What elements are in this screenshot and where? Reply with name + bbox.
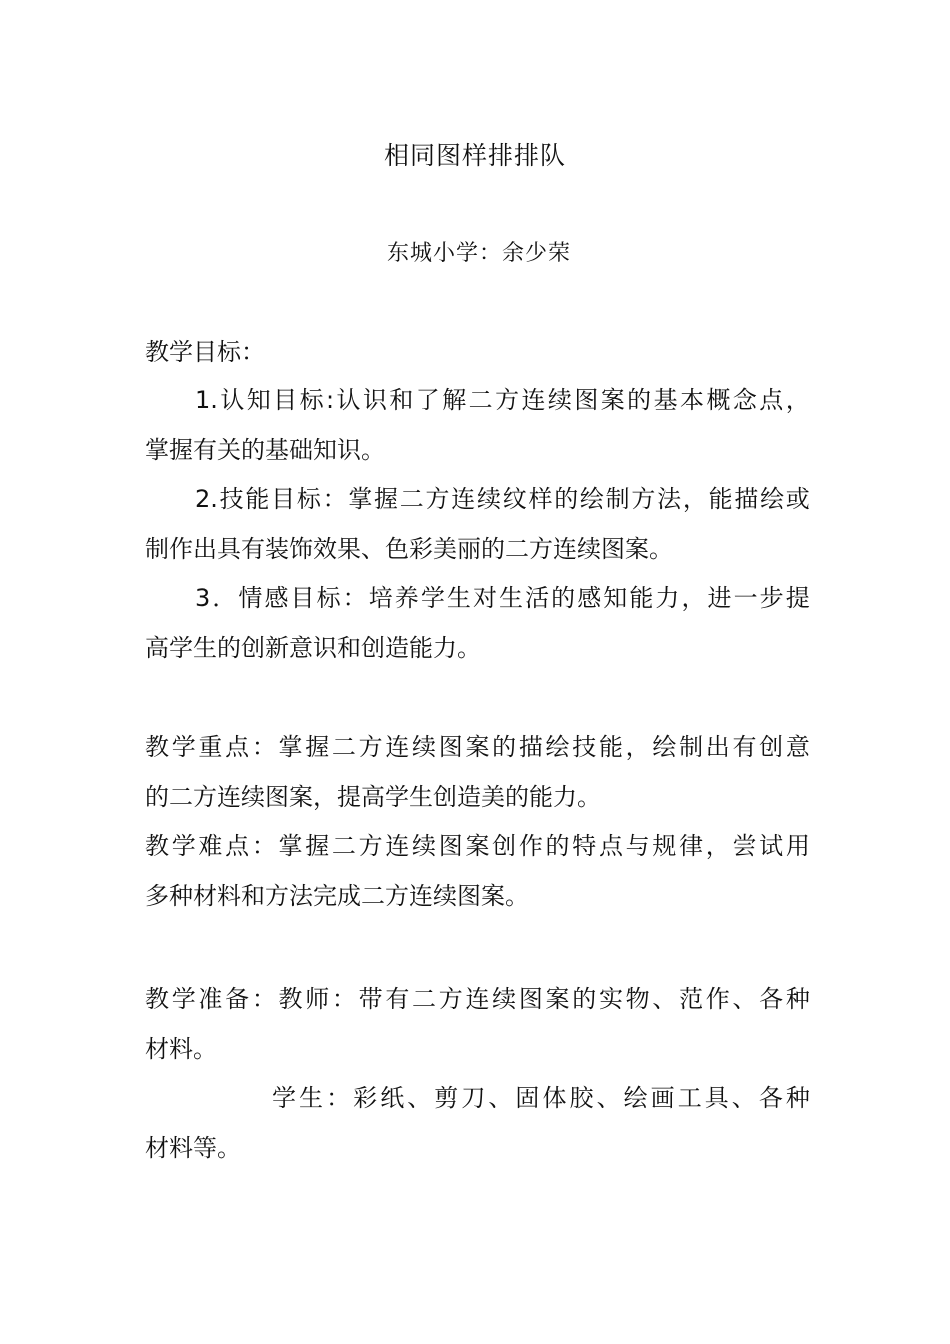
difficulties-line-2: 多种材料和方法完成二方连续图案。 [145,882,529,910]
document-author: 东城小学：余少荣 [386,241,571,266]
key-points-line-2: 的二方连续图案，提高学生创造美的能力。 [145,783,601,811]
objective-1-line-1: 1. 认 知 目 标 : 认 识 和 了 解 二 方 连 续 图 案 的 基 本 概 念 点 ， [195,386,810,414]
difficulties-line-1: 教 学 难 点 ： 掌 握 二 方 连 续 图 案 创 作 的 特 点 与 规 律 ， 尝 试 用 [145,832,810,860]
key-points-line-1: 教 学 重 点 ： 掌 握 二 方 连 续 图 案 的 描 绘 技 能 ， 绘 制 出 有 创 意 [145,733,810,761]
objective-3-line-1: 3 ． 情 感 目 标 ： 培 养 学 生 对 生 活 的 感 知 能 力 ， 进 一 步 提 [195,584,810,612]
objective-2-line-2: 制作出具有装饰效果、色彩美丽的二方连续图案。 [145,535,673,563]
objective-1-line-2: 掌握有关的基础知识。 [145,436,385,464]
preparation-student-line-2: 材料等。 [145,1134,241,1162]
objective-3-line-2: 高学生的创新意识和创造能力。 [145,634,481,662]
preparation-teacher-line-1: 教 学 准 备 ： 教 师 ： 带 有 二 方 连 续 图 案 的 实 物 、 范 作 、 各 种 [145,985,810,1013]
preparation-teacher-line-2: 材料。 [145,1035,217,1063]
objectives-heading: 教学目标： [145,338,265,366]
preparation-student-line-1: 学 生 ： 彩 纸 、 剪 刀 、 固 体 胶 、 绘 画 工 具 、 各 种 [272,1084,810,1112]
document-title: 相同图样排排队 [383,141,566,170]
objective-2-line-1: 2. 技 能 目 标 ： 掌 握 二 方 连 续 纹 样 的 绘 制 方 法 ， 能 描 绘 或 [195,485,810,513]
